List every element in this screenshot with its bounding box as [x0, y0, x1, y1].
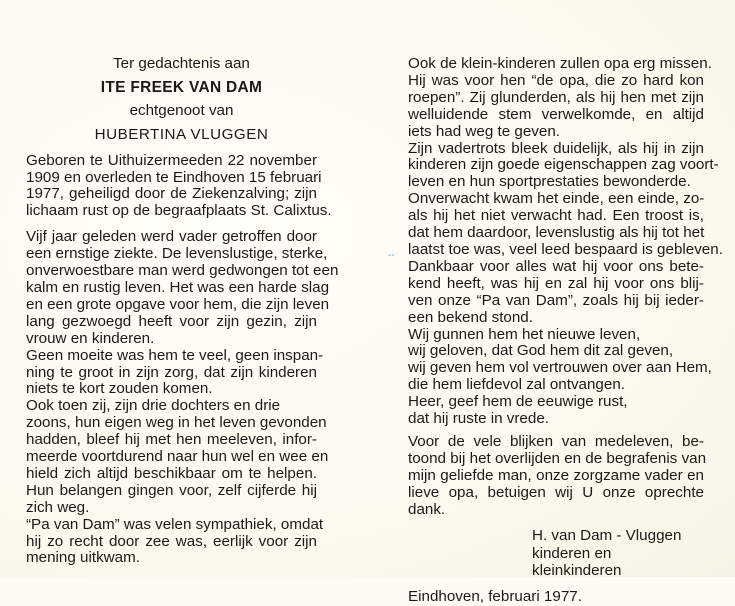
- text-line: Zijn vadertrots bleek duidelijk, als hij in zijn: [408, 139, 704, 157]
- margin-mark: --: [388, 250, 395, 261]
- signature-family: kinderen en kleinkinderen: [532, 544, 622, 580]
- text-line: kend heeft, was hij en zal hij voor ons blij-: [408, 274, 704, 292]
- signature-name: H. van Dam - Vluggen: [532, 527, 682, 545]
- prayer-line: Wij gunnen hem het nieuwe leven,: [408, 325, 641, 343]
- right-column: [408, 55, 723, 606]
- text-line: hield zich altijd beschikbaar om te helpen.: [26, 464, 317, 482]
- illness-paragraph: [26, 228, 339, 567]
- text-line: Vijf jaar geleden werd vader getroffen door: [26, 228, 317, 246]
- text-line: Dankbaar voor alles wat hij voor ons bete-: [408, 257, 704, 275]
- text-line: 1909 en overleden te Eindhoven 15 februari: [26, 168, 322, 186]
- text-line: dank.: [408, 500, 446, 518]
- text-line: hadden, bleef hij met hen meeleven, infor-: [26, 431, 317, 449]
- text-line: niets te kort zouden komen.: [26, 380, 213, 398]
- text-line: zoons, hun eigen weg in het leven gevonden: [26, 414, 327, 432]
- text-line: hij zo recht door zee was, eerlijk voor zijn: [26, 532, 317, 550]
- prayer-line: die hem liefdevol zal ontvangen.: [408, 376, 625, 394]
- prayer-line: wij geven hem vol vertrouwen over aan Hem,: [408, 359, 712, 377]
- text-line: Ook de klein-kinderen zullen opa erg missen.: [408, 55, 712, 72]
- text-line: lang gezwoegd heeft voor zijn gezin, zijn: [26, 312, 317, 330]
- text-line: Hun belangen gingen voor, zelf cijferde hij: [26, 481, 317, 499]
- text-line: onverwoestbare man werd gedwongen tot een: [26, 262, 339, 280]
- text-line: vrouw en kinderen.: [26, 329, 155, 347]
- text-line: dat hem daardoor, levenslustig als hij tot het: [408, 224, 705, 242]
- text-line: een bekend stond.: [408, 308, 533, 326]
- text-line: meerde voortdurend naar hun wel en wee en: [26, 448, 329, 466]
- grandchildren-paragraph: [408, 55, 723, 327]
- text-line: lichaam rust op de begraafplaats St. Calixtus.: [26, 202, 332, 220]
- text-line: Geen moeite was hem te veel, geen inspan-: [26, 346, 324, 364]
- thanks-paragraph: [408, 432, 707, 519]
- text-line: als hij het niet verwacht had. Een troost is,: [408, 207, 704, 225]
- text-line: ven onze “Pa van Dam”, zoals hij bij ieder-: [408, 291, 704, 309]
- text-line: en een grote opgave voor hem, die zijn leven: [26, 295, 330, 313]
- prayer-line: wij geloven, dat God hem dit zal geven,: [408, 342, 674, 360]
- text-line: ning te groot in zijn zorg, dat zijn kinderen: [26, 363, 317, 381]
- signature: [532, 527, 704, 580]
- deceased-name: ITE FREEK VAN DAM: [100, 78, 263, 96]
- text-line: Ook toen zij, zijn drie dochters en drie: [26, 397, 281, 415]
- prayer-line: Heer, geef hem de eeuwige rust,: [408, 393, 628, 411]
- text-line: toond bij het overlijden en de begrafenis van: [408, 449, 707, 467]
- text-line: lieve opa, betuigen wij U onze oprechte: [408, 483, 704, 501]
- text-line: Geboren te Uithuizermeeden 22 november: [26, 151, 317, 169]
- text-line: mijn geliefde man, onze zorgzame vader en: [408, 466, 704, 484]
- text-line: Hij was voor hen “de opa, die zo hard kon: [408, 71, 704, 89]
- text-line: Onverwacht kwam het einde, een einde, zo-: [408, 190, 705, 208]
- prayer-line: dat hij ruste in vrede.: [408, 410, 549, 428]
- text-line: kalm en rustig leven. Het was een harde slag: [26, 278, 330, 296]
- left-column: [26, 55, 339, 567]
- text-line: “Pa van Dam” was velen sympathiek, omdat: [26, 515, 324, 533]
- text-line: welluidende stem verwelkomde, en altijd: [408, 105, 704, 123]
- spouse-name: HUBERTINA VLUGGEN: [94, 125, 269, 143]
- text-line: Voor de vele blijken van medeleven, be-: [408, 432, 704, 450]
- text-line: kinderen zijn goede eigenschappen zag voort-: [408, 156, 719, 174]
- text-line: leven en hun sportprestaties bewonderde.: [408, 173, 691, 191]
- text-line: mening uitkwam.: [26, 549, 140, 567]
- text-line: zich weg.: [26, 498, 90, 516]
- memory-line: Ter gedachtenis aan: [113, 55, 250, 72]
- text-line: laatst toe was, veel leed bespaard is gebleven.: [408, 240, 723, 258]
- birth-death-paragraph: [26, 151, 332, 221]
- text-line: 1977, geheiligd door de Ziekenzalving; zijn: [26, 185, 317, 203]
- text-line: iets had weg te geven.: [408, 122, 560, 140]
- text-line: roepen”. Zij glunderden, als hij hen met zijn: [408, 88, 704, 106]
- text-line: een ernstige ziekte. De levenslustige, sterke,: [26, 245, 328, 263]
- place-date: Eindhoven, februari 1977.: [408, 587, 582, 605]
- prayer: [408, 325, 712, 428]
- spouse-label: echtgenoot van: [129, 101, 234, 119]
